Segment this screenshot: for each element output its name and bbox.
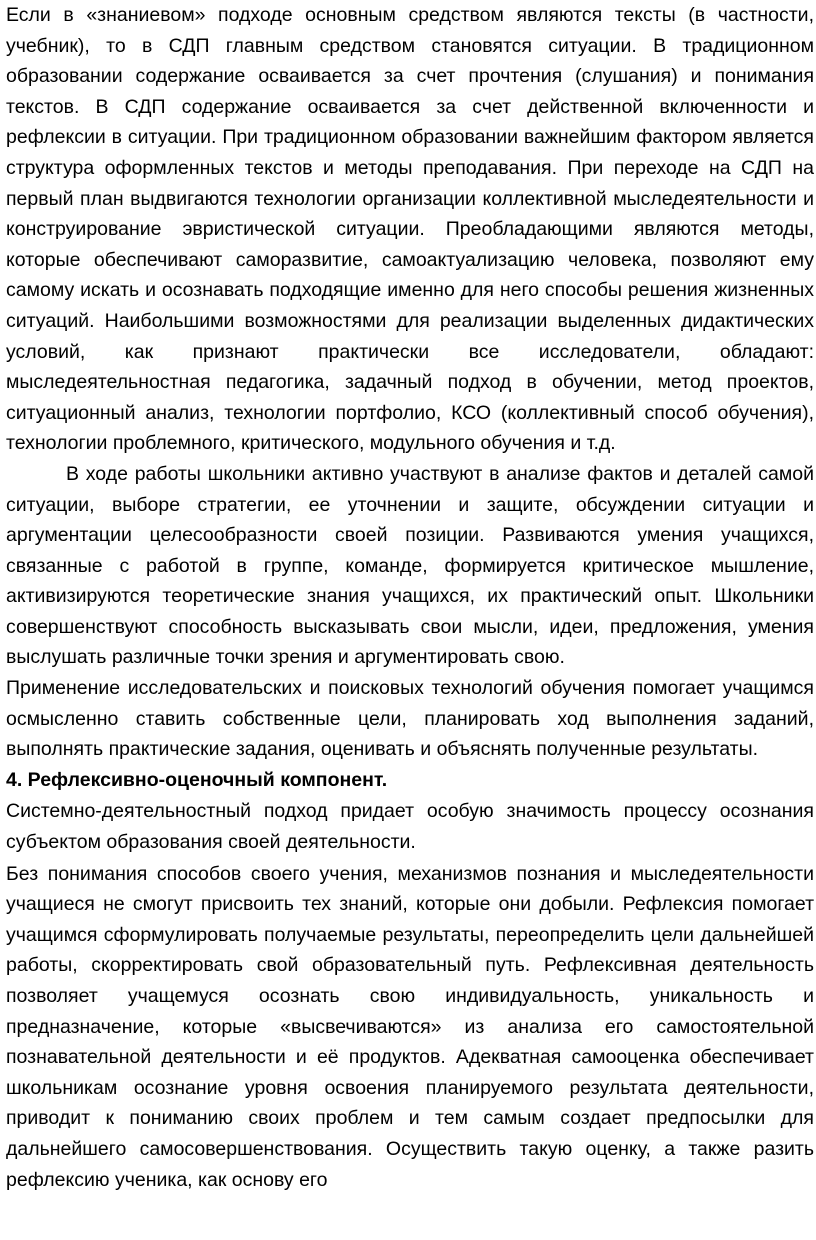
paragraph-approaches: Если в «знаниевом» подходе основным средством являются тексты (в частности, учебник), то в СДП главным средством становятся ситуации. В традиционном образовании содержание осваивается за счет прочтения (слушания) и понимания текстов. В СДП содержание осваивается за счет действенной включенности и рефлексии в ситуации. При традиционном образовании важнейшим фактором является структура оформленных текстов и методы преподавания. При переходе на СДП на первый план выдвигаются технологии организации коллективной мыследеятельности и конструирование эвристической ситуации. Преобладающими являются методы, которые обеспечивают саморазвитие, самоактуализацию человека, позволяют ему самому искать и осознавать подходящие именно для него способы решения жизненных ситуаций. Наибольшими возможностями для реализации выделенных дидактических условий, как признают практически все исследователи, обладают: мыследеятельностная педагогика, задачный подход в обучении, метод проектов, ситуационный анализ, технологии портфолио, КСО (коллективный способ обучения), технологии проблемного, критического, модульного обучения и т.д. <box>6 4 814 455</box>
section-heading: 4. Рефлексивно-оценочный компонент. <box>6 768 388 791</box>
paragraph-system-activity: Системно-деятельностный подход придает особую значимость процессу осознания субъектом образования своей деятельности. <box>6 800 814 854</box>
document-page <box>6 0 814 1195</box>
paragraph-reflection: Без понимания способов своего учения, механизмов познания и мыследеятельности учащиеся не смогут присвоить тех знаний, которые они добыли. Рефлексия помогает учащимся сформулировать получаемые результаты, переопределить цели дальнейшей работы, скорректировать свой образовательный путь. Рефлексивная деятельность позволяет учащемуся осознать свою индивидуальность, уникальность и предназначение, которые «высвечиваются» из анализа его самостоятельной познавательной деятельности и её продуктов. Адекватная самооценка обеспечивает школьникам осознание уровня освоения планируемого результата деятельности, приводит к пониманию своих проблем и тем самым создает предпосылки для дальнейшего самосовершенствования. Осуществить такую оценку, а также разить рефлексию ученика, как основу его <box>6 862 814 1191</box>
paragraph-student-work: В ходе работы школьники активно участвуют в анализе фактов и деталей самой ситуации, выборе стратегии, ее уточнении и защите, обсуждении ситуации и аргументации целесообразности своей позиции. Развиваются умения учащихся, связанные с работой в группе, команде, формируется критическое мышление, активизируются теоретические знания учащихся, их практический опыт. Школьники совершенствуют способность высказывать свои мысли, идеи, предложения, умения выслушать различные точки зрения и аргументировать свою. <box>6 462 814 669</box>
paragraph-research-technologies: Применение исследовательских и поисковых технологий обучения помогает учащимся осмысленно ставить собственные цели, планировать ход выполнения заданий, выполнять практические задания, оценивать и объяснять полученные результаты. <box>6 677 814 761</box>
